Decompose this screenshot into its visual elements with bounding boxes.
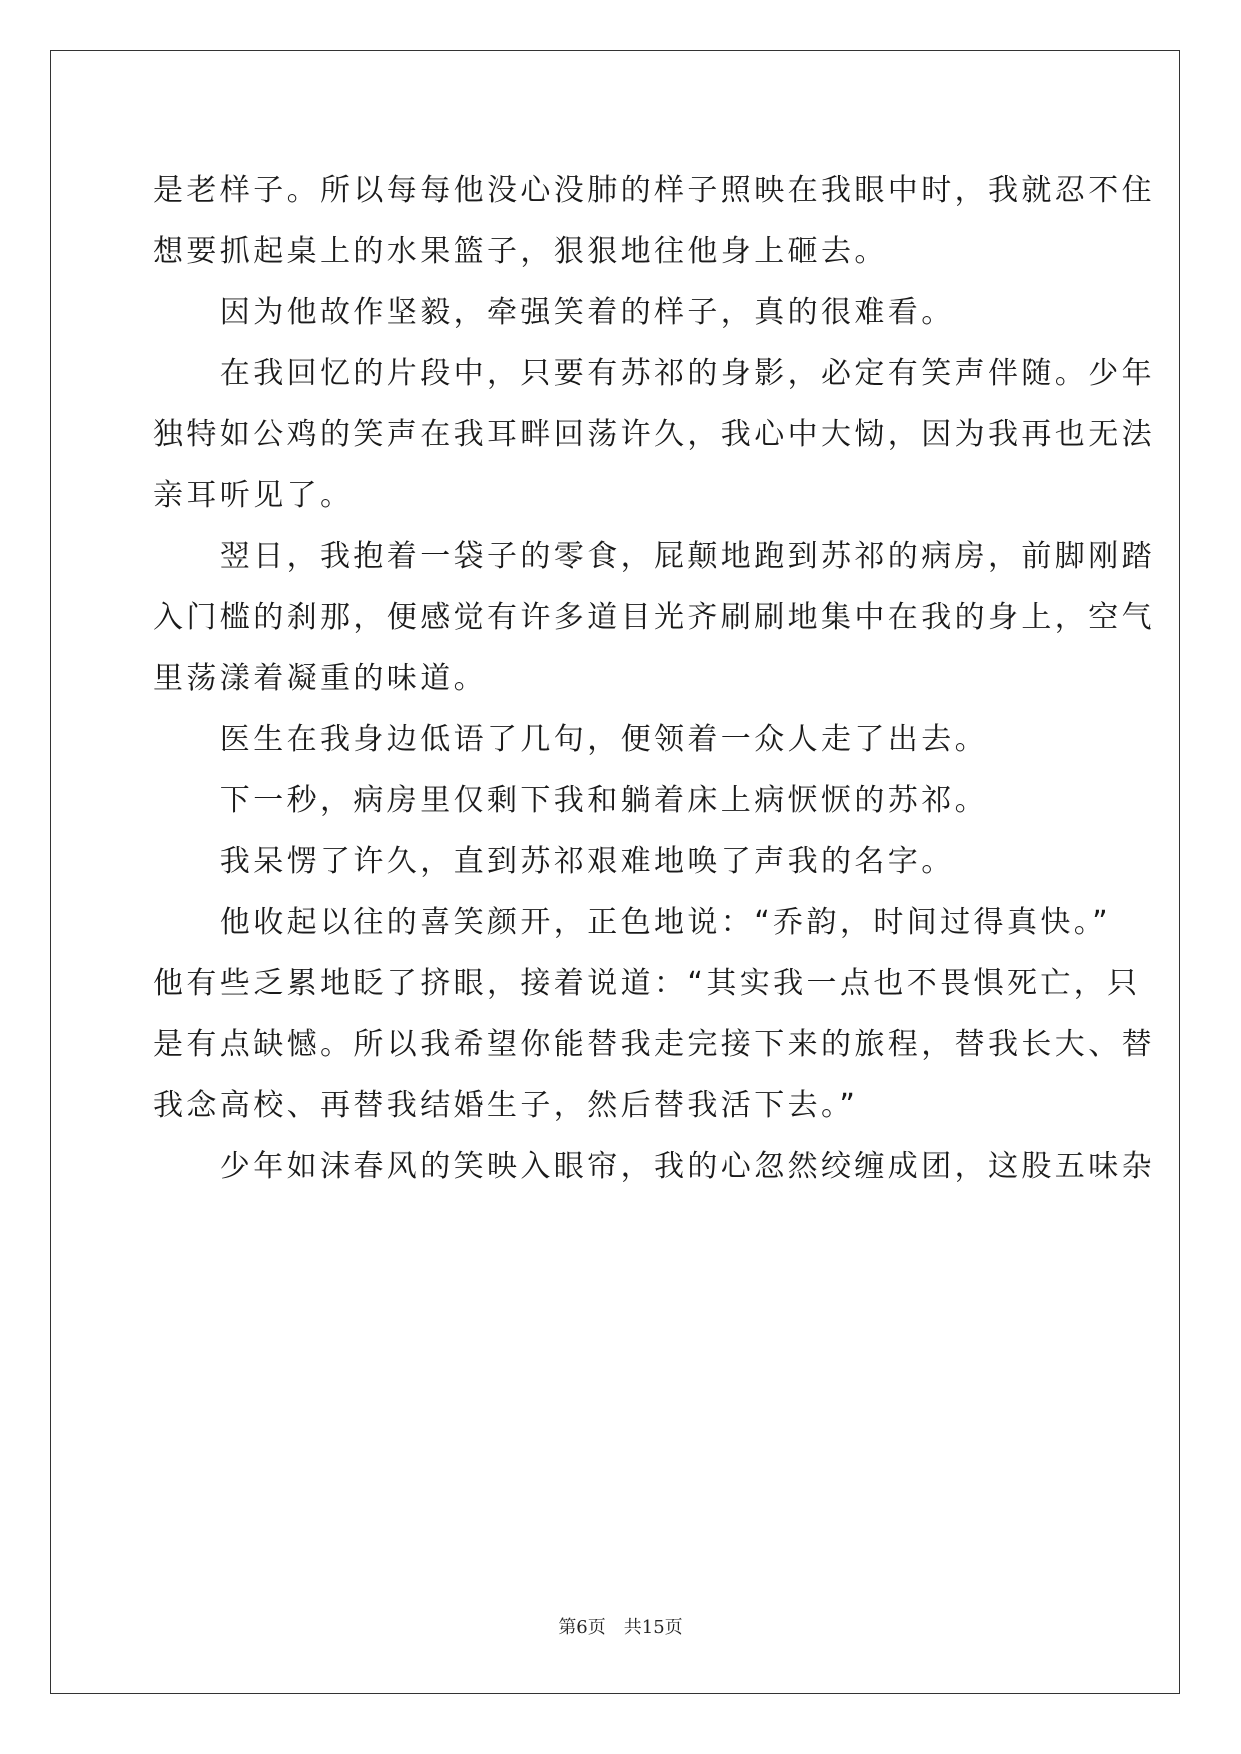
text-line: 是有点缺憾。所以我希望你能替我走完接下来的旅程，替我长大、替 [153,1027,1155,1062]
text-line: 亲耳听见了。 [153,478,354,513]
text-line: 少年如沫春风的笑映入眼帘，我的心忽然绞缠成团，这股五味杂 [153,1149,1155,1184]
text-line: 入门槛的刹那，便感觉有许多道目光齐刷刷地集中在我的身上，空气 [153,600,1155,635]
text-line: 他有些乏累地眨了挤眼，接着说道：“其实我一点也不畏惧死亡，只 [153,966,1141,1001]
text-line: 因为他故作坚毅，牵强笑着的样子，真的很难看。 [153,295,955,330]
text-line: 翌日，我抱着一袋子的零食，屁颠地跑到苏祁的病房，前脚刚踏 [153,539,1155,574]
page-footer [0,1613,1241,1639]
document-body [153,160,1155,1197]
text-line: 在我回忆的片段中，只要有苏祁的身影，必定有笑声伴随。少年 [153,356,1155,391]
text-line: 下一秒，病房里仅剩下我和躺着床上病恹恹的苏祁。 [153,783,988,818]
text-line: 医生在我身边低语了几句，便领着一众人走了出去。 [153,722,988,757]
text-line: 我呆愣了许久，直到苏祁艰难地唤了声我的名字。 [153,844,955,879]
text-line: 里荡漾着凝重的味道。 [153,661,487,696]
text-line: 我念高校、再替我结婚生子，然后替我活下去。” [153,1088,859,1123]
text-line: 想要抓起桌上的水果篮子，狠狠地往他身上砸去。 [153,234,888,269]
text-line: 是老样子。所以每每他没心没肺的样子照映在我眼中时，我就忍不住 [153,173,1155,208]
text-line: 独特如公鸡的笑声在我耳畔回荡许久，我心中大恸，因为我再也无法 [153,417,1155,452]
page-number-label: 第6页 共15页 [558,1617,683,1638]
text-line: 他收起以往的喜笑颜开，正色地说：“乔韵，时间过得真快。” [153,905,1112,940]
